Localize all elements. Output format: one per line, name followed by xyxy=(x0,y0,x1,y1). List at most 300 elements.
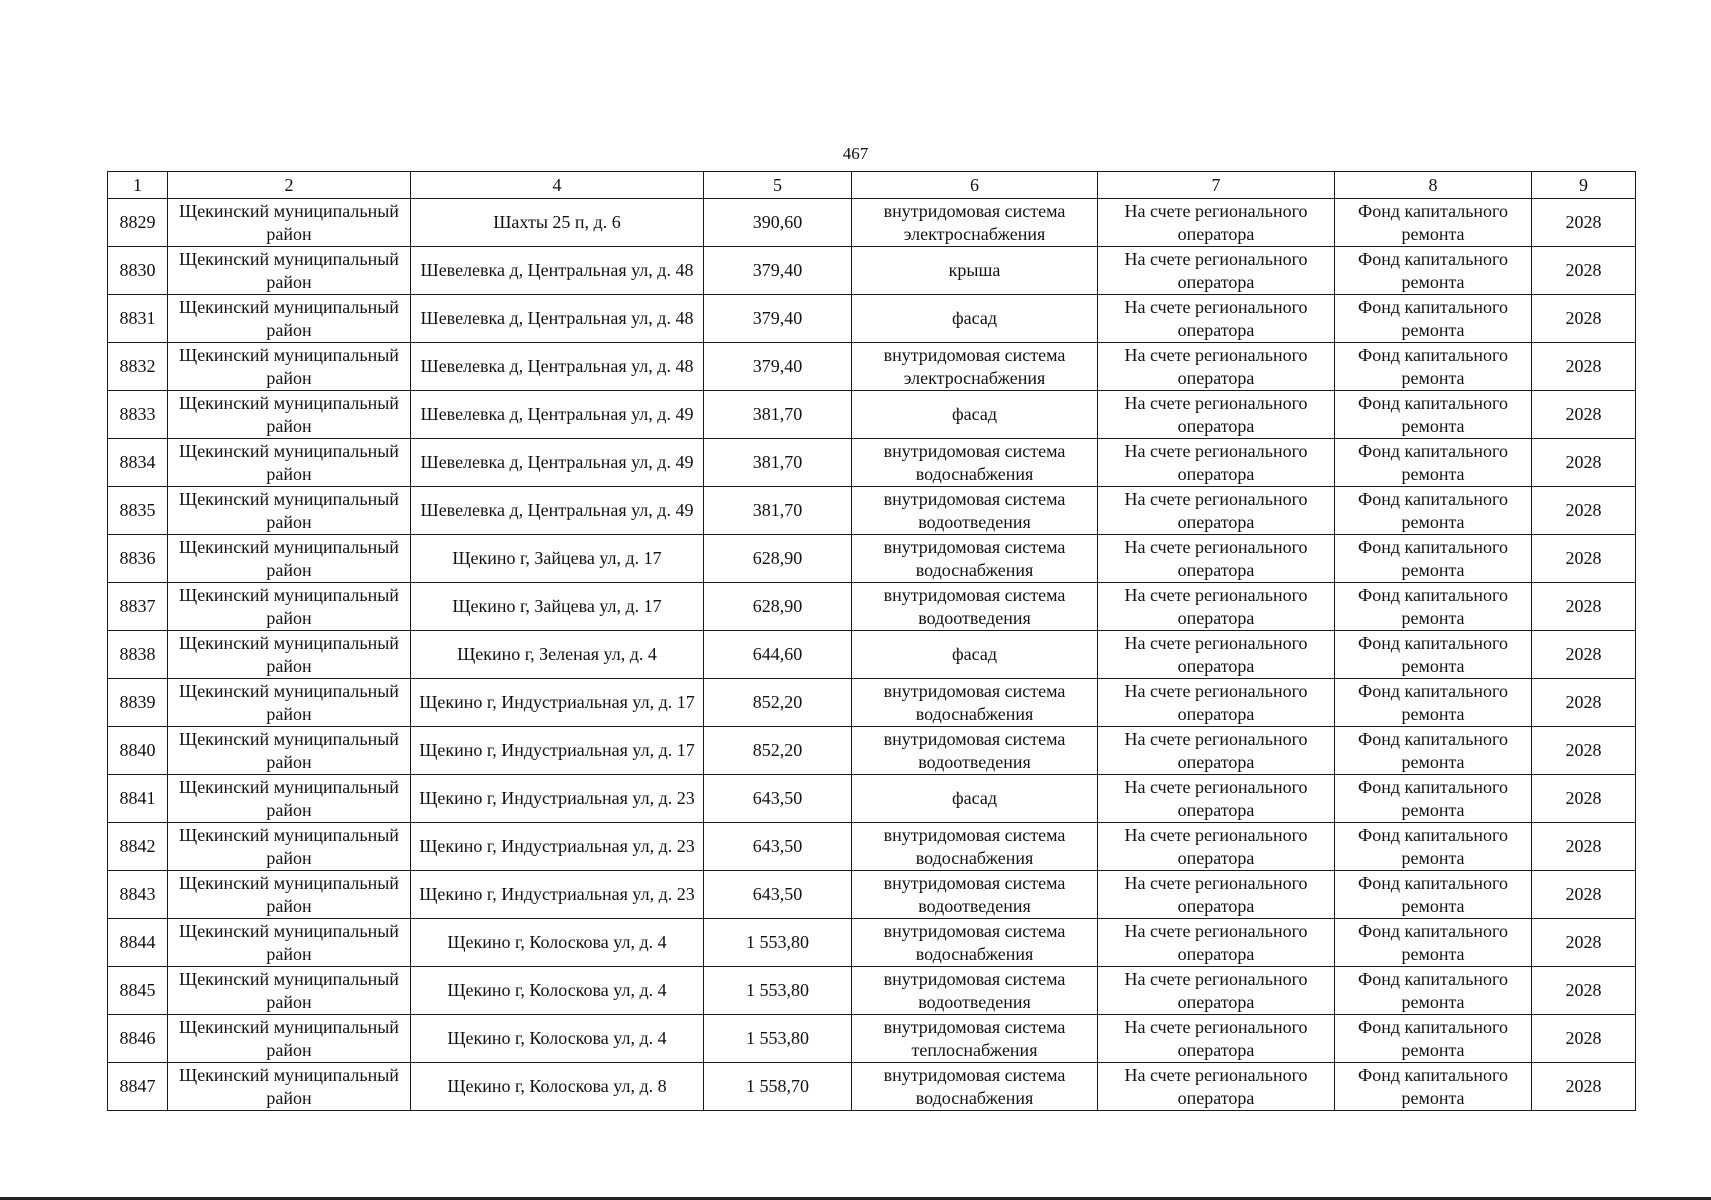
cell-work-type-text: внутридомовая система электроснабжения xyxy=(883,344,1066,388)
cell-area-text: 379,40 xyxy=(752,356,803,376)
cell-district xyxy=(168,919,411,967)
cell-district-text: Щекинский муниципальный район xyxy=(179,536,399,580)
cell-work-type xyxy=(852,919,1098,967)
cell-row-number xyxy=(108,295,168,343)
cell-row-number-text: 8833 xyxy=(119,404,156,424)
cell-work-type xyxy=(852,583,1098,631)
table-row xyxy=(108,295,1636,343)
cell-work-type-text: внутридомовая система электроснабжения xyxy=(883,200,1066,244)
cell-area xyxy=(704,439,852,487)
cell-fund-account xyxy=(1098,343,1335,391)
cell-year-text: 2028 xyxy=(1565,356,1602,376)
cell-row-number-text: 8832 xyxy=(119,356,156,376)
cell-work-type-text: внутридомовая система теплоснабжения xyxy=(883,1016,1066,1060)
cell-address xyxy=(411,775,704,823)
cell-fund-account-text: На счете регионального оператора xyxy=(1124,536,1308,580)
cell-address xyxy=(411,823,704,871)
cell-fund-account-text: На счете регионального оператора xyxy=(1124,968,1308,1012)
cell-funding-source-text: Фонд капитального ремонта xyxy=(1358,920,1508,964)
cell-year xyxy=(1532,631,1636,679)
cell-fund-account xyxy=(1098,295,1335,343)
header-col-2: 2 xyxy=(168,172,411,199)
cell-district xyxy=(168,199,411,247)
cell-fund-account-text: На счете регионального оператора xyxy=(1124,440,1308,484)
cell-year-text: 2028 xyxy=(1565,644,1602,664)
cell-district xyxy=(168,967,411,1015)
cell-year-text: 2028 xyxy=(1565,884,1602,904)
cell-area xyxy=(704,967,852,1015)
cell-year xyxy=(1532,679,1636,727)
cell-work-type-text: фасад xyxy=(951,404,997,424)
cell-address-text: Щекино г, Колоскова ул, д. 4 xyxy=(447,932,667,952)
cell-year-text: 2028 xyxy=(1565,836,1602,856)
cell-fund-account xyxy=(1098,871,1335,919)
cell-funding-source-text: Фонд капитального ремонта xyxy=(1358,392,1508,436)
cell-fund-account-text: На счете регионального оператора xyxy=(1124,872,1308,916)
cell-row-number xyxy=(108,679,168,727)
cell-district xyxy=(168,1015,411,1063)
cell-work-type xyxy=(852,535,1098,583)
cell-district xyxy=(168,727,411,775)
header-col-8: 8 xyxy=(1335,172,1532,199)
cell-fund-account-text: На счете регионального оператора xyxy=(1124,200,1308,244)
cell-area-text: 852,20 xyxy=(752,740,803,760)
cell-funding-source xyxy=(1335,391,1532,439)
cell-address xyxy=(411,871,704,919)
cell-work-type xyxy=(852,343,1098,391)
table-row xyxy=(108,679,1636,727)
cell-area-text: 628,90 xyxy=(752,548,803,568)
cell-area xyxy=(704,631,852,679)
cell-funding-source xyxy=(1335,487,1532,535)
table-row xyxy=(108,583,1636,631)
cell-address xyxy=(411,295,704,343)
cell-row-number-text: 8830 xyxy=(119,260,156,280)
cell-funding-source-text: Фонд капитального ремонта xyxy=(1358,584,1508,628)
cell-funding-source-text: Фонд капитального ремонта xyxy=(1358,1016,1508,1060)
cell-year xyxy=(1532,775,1636,823)
cell-fund-account-text: На счете регионального оператора xyxy=(1124,920,1308,964)
cell-funding-source-text: Фонд капитального ремонта xyxy=(1358,344,1508,388)
cell-district xyxy=(168,535,411,583)
cell-year xyxy=(1532,967,1636,1015)
cell-row-number-text: 8837 xyxy=(119,596,156,616)
cell-funding-source xyxy=(1335,1063,1532,1111)
cell-work-type-text: внутридомовая система водоснабжения xyxy=(883,536,1066,580)
header-col-7: 7 xyxy=(1098,172,1335,199)
cell-funding-source-text: Фонд капитального ремонта xyxy=(1358,680,1508,724)
cell-funding-source xyxy=(1335,823,1532,871)
cell-work-type xyxy=(852,679,1098,727)
cell-fund-account-text: На счете регионального оператора xyxy=(1124,392,1308,436)
cell-funding-source-text: Фонд капитального ремонта xyxy=(1358,632,1508,676)
cell-fund-account xyxy=(1098,199,1335,247)
table-row xyxy=(108,487,1636,535)
table-body xyxy=(108,199,1636,1111)
cell-area-text: 643,50 xyxy=(752,884,803,904)
cell-fund-account xyxy=(1098,247,1335,295)
cell-area-text: 390,60 xyxy=(752,212,803,232)
cell-address xyxy=(411,727,704,775)
cell-address xyxy=(411,199,704,247)
cell-row-number-text: 8835 xyxy=(119,500,156,520)
cell-area-text: 1 553,80 xyxy=(746,980,809,1000)
cell-year-text: 2028 xyxy=(1565,740,1602,760)
cell-funding-source xyxy=(1335,1015,1532,1063)
cell-row-number-text: 8838 xyxy=(119,644,156,664)
cell-row-number xyxy=(108,1015,168,1063)
cell-fund-account xyxy=(1098,391,1335,439)
cell-address-text: Щекино г, Индустриальная ул, д. 23 xyxy=(419,788,695,808)
cell-district-text: Щекинский муниципальный район xyxy=(179,584,399,628)
cell-row-number-text: 8836 xyxy=(119,548,156,568)
cell-fund-account xyxy=(1098,823,1335,871)
cell-year xyxy=(1532,1063,1636,1111)
cell-row-number xyxy=(108,727,168,775)
cell-funding-source-text: Фонд капитального ремонта xyxy=(1358,296,1508,340)
cell-funding-source-text: Фонд капитального ремонта xyxy=(1358,536,1508,580)
cell-year-text: 2028 xyxy=(1565,596,1602,616)
cell-area xyxy=(704,391,852,439)
cell-district xyxy=(168,775,411,823)
cell-work-type-text: внутридомовая система водоотведения xyxy=(883,584,1066,628)
cell-address-text: Щекино г, Колоскова ул, д. 4 xyxy=(447,980,667,1000)
cell-year xyxy=(1532,247,1636,295)
cell-work-type xyxy=(852,775,1098,823)
cell-year-text: 2028 xyxy=(1565,548,1602,568)
cell-address-text: Щекино г, Индустриальная ул, д. 17 xyxy=(419,692,695,712)
cell-address-text: Щекино г, Зеленая ул, д. 4 xyxy=(457,644,657,664)
cell-area-text: 1 558,70 xyxy=(746,1076,809,1096)
cell-work-type xyxy=(852,391,1098,439)
cell-fund-account xyxy=(1098,1063,1335,1111)
cell-area-text: 379,40 xyxy=(752,260,803,280)
cell-row-number xyxy=(108,775,168,823)
cell-work-type xyxy=(852,823,1098,871)
cell-funding-source-text: Фонд капитального ремонта xyxy=(1358,440,1508,484)
cell-address xyxy=(411,535,704,583)
cell-work-type xyxy=(852,1015,1098,1063)
cell-area xyxy=(704,919,852,967)
cell-funding-source-text: Фонд капитального ремонта xyxy=(1358,488,1508,532)
cell-district xyxy=(168,247,411,295)
cell-funding-source xyxy=(1335,583,1532,631)
cell-funding-source xyxy=(1335,871,1532,919)
cell-work-type xyxy=(852,967,1098,1015)
cell-year-text: 2028 xyxy=(1565,404,1602,424)
cell-address xyxy=(411,391,704,439)
cell-fund-account-text: На счете регионального оператора xyxy=(1124,344,1308,388)
cell-area xyxy=(704,775,852,823)
cell-address-text: Щекино г, Индустриальная ул, д. 17 xyxy=(419,740,695,760)
cell-address xyxy=(411,487,704,535)
cell-address-text: Щекино г, Зайцева ул, д. 17 xyxy=(452,548,662,568)
cell-address xyxy=(411,1063,704,1111)
cell-year xyxy=(1532,487,1636,535)
table-row xyxy=(108,439,1636,487)
cell-fund-account xyxy=(1098,535,1335,583)
cell-work-type-text: внутридомовая система водоотведения xyxy=(883,872,1066,916)
cell-address-text: Шевелевка д, Центральная ул, д. 48 xyxy=(420,356,694,376)
cell-area xyxy=(704,871,852,919)
table-row xyxy=(108,535,1636,583)
cell-row-number-text: 8841 xyxy=(119,788,156,808)
cell-district-text: Щекинский муниципальный район xyxy=(179,200,399,244)
cell-fund-account xyxy=(1098,679,1335,727)
cell-area-text: 643,50 xyxy=(752,788,803,808)
cell-district-text: Щекинский муниципальный район xyxy=(179,488,399,532)
cell-fund-account xyxy=(1098,487,1335,535)
cell-year-text: 2028 xyxy=(1565,308,1602,328)
cell-fund-account xyxy=(1098,1015,1335,1063)
table-row xyxy=(108,871,1636,919)
cell-district-text: Щекинский муниципальный район xyxy=(179,872,399,916)
cell-funding-source-text: Фонд капитального ремонта xyxy=(1358,248,1508,292)
cell-area-text: 381,70 xyxy=(752,500,803,520)
cell-area xyxy=(704,535,852,583)
cell-funding-source xyxy=(1335,247,1532,295)
cell-year-text: 2028 xyxy=(1565,692,1602,712)
cell-row-number xyxy=(108,871,168,919)
cell-year-text: 2028 xyxy=(1565,1076,1602,1096)
header-col-5: 5 xyxy=(704,172,852,199)
cell-work-type-text: внутридомовая система водоснабжения xyxy=(883,440,1066,484)
cell-district-text: Щекинский муниципальный район xyxy=(179,680,399,724)
cell-area-text: 1 553,80 xyxy=(746,1028,809,1048)
cell-district xyxy=(168,487,411,535)
cell-year-text: 2028 xyxy=(1565,500,1602,520)
cell-work-type xyxy=(852,727,1098,775)
cell-fund-account-text: На счете регионального оператора xyxy=(1124,632,1308,676)
cell-area xyxy=(704,295,852,343)
header-col-9: 9 xyxy=(1532,172,1636,199)
cell-fund-account xyxy=(1098,967,1335,1015)
cell-area-text: 643,50 xyxy=(752,836,803,856)
cell-address-text: Шевелевка д, Центральная ул, д. 49 xyxy=(420,404,694,424)
cell-fund-account xyxy=(1098,775,1335,823)
cell-funding-source-text: Фонд капитального ремонта xyxy=(1358,872,1508,916)
cell-area xyxy=(704,1015,852,1063)
cell-address xyxy=(411,1015,704,1063)
cell-work-type xyxy=(852,631,1098,679)
cell-address xyxy=(411,967,704,1015)
cell-row-number-text: 8845 xyxy=(119,980,156,1000)
cell-fund-account-text: На счете регионального оператора xyxy=(1124,296,1308,340)
cell-fund-account-text: На счете регионального оператора xyxy=(1124,584,1308,628)
cell-row-number xyxy=(108,487,168,535)
cell-funding-source-text: Фонд капитального ремонта xyxy=(1358,728,1508,772)
cell-funding-source xyxy=(1335,439,1532,487)
cell-work-type-text: фасад xyxy=(951,644,997,664)
cell-district-text: Щекинский муниципальный район xyxy=(179,632,399,676)
table-row xyxy=(108,775,1636,823)
header-row xyxy=(108,172,1636,199)
cell-fund-account-text: На счете регионального оператора xyxy=(1124,1016,1308,1060)
table-row xyxy=(108,967,1636,1015)
cell-address-text: Шевелевка д, Центральная ул, д. 48 xyxy=(420,260,694,280)
cell-work-type-text: внутридомовая система водоснабжения xyxy=(883,680,1066,724)
cell-area xyxy=(704,199,852,247)
cell-funding-source xyxy=(1335,967,1532,1015)
cell-area-text: 628,90 xyxy=(752,596,803,616)
cell-address-text: Щекино г, Индустриальная ул, д. 23 xyxy=(419,836,695,856)
cell-district-text: Щекинский муниципальный район xyxy=(179,776,399,820)
cell-row-number xyxy=(108,535,168,583)
cell-district-text: Щекинский муниципальный район xyxy=(179,968,399,1012)
cell-year-text: 2028 xyxy=(1565,980,1602,1000)
cell-year xyxy=(1532,343,1636,391)
cell-fund-account-text: На счете регионального оператора xyxy=(1124,488,1308,532)
cell-district-text: Щекинский муниципальный район xyxy=(179,440,399,484)
cell-funding-source xyxy=(1335,199,1532,247)
cell-address-text: Шевелевка д, Центральная ул, д. 49 xyxy=(420,452,694,472)
cell-work-type-text: внутридомовая система водоотведения xyxy=(883,728,1066,772)
cell-row-number xyxy=(108,247,168,295)
cell-funding-source-text: Фонд капитального ремонта xyxy=(1358,824,1508,868)
cell-area xyxy=(704,727,852,775)
cell-area xyxy=(704,823,852,871)
cell-row-number xyxy=(108,1063,168,1111)
cell-district xyxy=(168,295,411,343)
cell-area xyxy=(704,343,852,391)
table-row xyxy=(108,823,1636,871)
cell-row-number-text: 8847 xyxy=(119,1076,156,1096)
cell-funding-source xyxy=(1335,919,1532,967)
cell-year-text: 2028 xyxy=(1565,452,1602,472)
cell-district xyxy=(168,823,411,871)
cell-row-number xyxy=(108,823,168,871)
cell-area-text: 381,70 xyxy=(752,404,803,424)
cell-fund-account xyxy=(1098,439,1335,487)
cell-funding-source-text: Фонд капитального ремонта xyxy=(1358,968,1508,1012)
cell-district-text: Щекинский муниципальный район xyxy=(179,1064,399,1108)
cell-work-type-text: крыша xyxy=(948,260,1001,280)
capital-repair-table xyxy=(107,171,1636,1111)
table-row xyxy=(108,391,1636,439)
cell-year-text: 2028 xyxy=(1565,932,1602,952)
cell-district-text: Щекинский муниципальный район xyxy=(179,344,399,388)
cell-row-number-text: 8842 xyxy=(119,836,156,856)
cell-work-type xyxy=(852,199,1098,247)
cell-year-text: 2028 xyxy=(1565,1028,1602,1048)
cell-address-text: Щекино г, Колоскова ул, д. 4 xyxy=(447,1028,667,1048)
cell-funding-source xyxy=(1335,775,1532,823)
table-row xyxy=(108,199,1636,247)
cell-fund-account xyxy=(1098,727,1335,775)
cell-row-number xyxy=(108,343,168,391)
header-col-4: 4 xyxy=(411,172,704,199)
cell-fund-account-text: На счете регионального оператора xyxy=(1124,728,1308,772)
cell-area xyxy=(704,1063,852,1111)
cell-row-number xyxy=(108,583,168,631)
cell-year xyxy=(1532,295,1636,343)
cell-work-type xyxy=(852,871,1098,919)
cell-district xyxy=(168,583,411,631)
header-col-1: 1 xyxy=(108,172,168,199)
cell-area xyxy=(704,583,852,631)
cell-year xyxy=(1532,727,1636,775)
cell-row-number-text: 8844 xyxy=(119,932,156,952)
cell-year xyxy=(1532,919,1636,967)
table-row xyxy=(108,1063,1636,1111)
cell-area xyxy=(704,487,852,535)
cell-address xyxy=(411,343,704,391)
cell-address xyxy=(411,583,704,631)
cell-funding-source xyxy=(1335,727,1532,775)
cell-funding-source xyxy=(1335,343,1532,391)
cell-address-text: Шевелевка д, Центральная ул, д. 49 xyxy=(420,500,694,520)
cell-fund-account-text: На счете регионального оператора xyxy=(1124,248,1308,292)
cell-work-type xyxy=(852,439,1098,487)
cell-work-type-text: внутридомовая система водоснабжения xyxy=(883,920,1066,964)
table-row xyxy=(108,1015,1636,1063)
cell-row-number xyxy=(108,199,168,247)
cell-year-text: 2028 xyxy=(1565,212,1602,232)
cell-district xyxy=(168,679,411,727)
cell-area xyxy=(704,679,852,727)
cell-district xyxy=(168,391,411,439)
cell-district-text: Щекинский муниципальный район xyxy=(179,248,399,292)
cell-district-text: Щекинский муниципальный район xyxy=(179,824,399,868)
cell-row-number-text: 8829 xyxy=(119,212,156,232)
cell-row-number xyxy=(108,439,168,487)
cell-area xyxy=(704,247,852,295)
cell-address xyxy=(411,679,704,727)
cell-row-number-text: 8831 xyxy=(119,308,156,328)
cell-year xyxy=(1532,871,1636,919)
cell-address-text: Щекино г, Зайцева ул, д. 17 xyxy=(452,596,662,616)
cell-work-type-text: фасад xyxy=(951,308,997,328)
cell-row-number-text: 8834 xyxy=(119,452,156,472)
cell-year xyxy=(1532,823,1636,871)
cell-address xyxy=(411,631,704,679)
cell-row-number xyxy=(108,631,168,679)
cell-fund-account xyxy=(1098,919,1335,967)
cell-year-text: 2028 xyxy=(1565,788,1602,808)
cell-row-number xyxy=(108,391,168,439)
cell-work-type-text: внутридомовая система водоотведения xyxy=(883,488,1066,532)
cell-funding-source-text: Фонд капитального ремонта xyxy=(1358,1064,1508,1108)
cell-area-text: 381,70 xyxy=(752,452,803,472)
cell-funding-source xyxy=(1335,535,1532,583)
cell-district-text: Щекинский муниципальный район xyxy=(179,920,399,964)
cell-funding-source xyxy=(1335,631,1532,679)
cell-row-number-text: 8843 xyxy=(119,884,156,904)
cell-district-text: Щекинский муниципальный район xyxy=(179,392,399,436)
cell-fund-account-text: На счете регионального оператора xyxy=(1124,824,1308,868)
cell-district xyxy=(168,631,411,679)
cell-area-text: 852,20 xyxy=(752,692,803,712)
table-row xyxy=(108,919,1636,967)
cell-row-number-text: 8846 xyxy=(119,1028,156,1048)
cell-fund-account-text: На счете регионального оператора xyxy=(1124,1064,1308,1108)
cell-row-number-text: 8840 xyxy=(119,740,156,760)
cell-district xyxy=(168,1063,411,1111)
cell-funding-source xyxy=(1335,679,1532,727)
cell-year xyxy=(1532,439,1636,487)
table-header xyxy=(108,172,1636,199)
cell-work-type xyxy=(852,1063,1098,1111)
cell-district xyxy=(168,871,411,919)
cell-address xyxy=(411,919,704,967)
header-col-6: 6 xyxy=(852,172,1098,199)
cell-year xyxy=(1532,199,1636,247)
cell-area-text: 644,60 xyxy=(752,644,803,664)
cell-district xyxy=(168,439,411,487)
cell-work-type-text: внутридомовая система водоснабжения xyxy=(883,824,1066,868)
cell-year xyxy=(1532,535,1636,583)
page-number: 467 xyxy=(842,144,869,163)
